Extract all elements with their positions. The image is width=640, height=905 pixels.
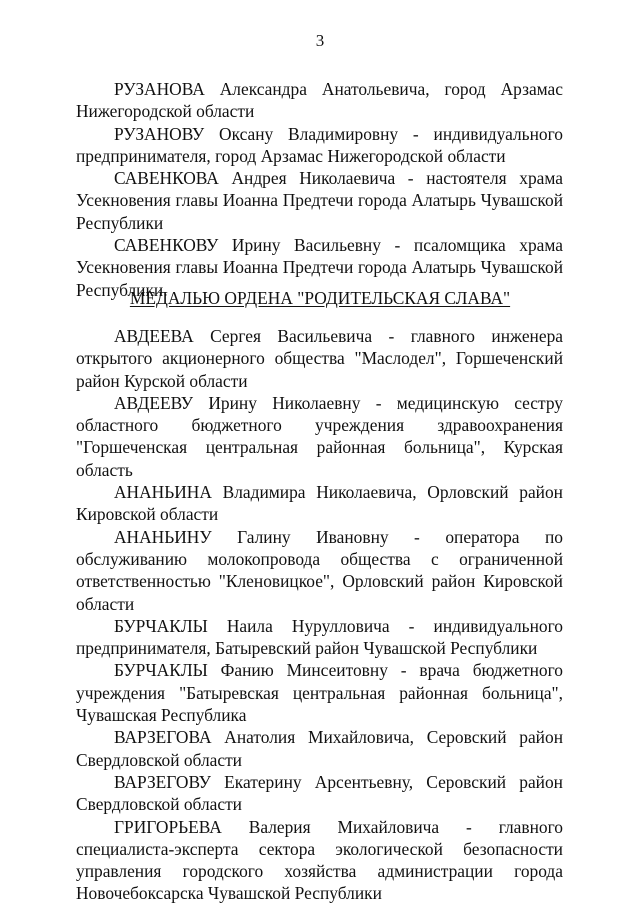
award-entry: РУЗАНОВУ Оксану Владимировну - индивидуального предпринимателя, город Арзамас Нижегородской области <box>76 123 563 166</box>
award-entry: БУРЧАКЛЫ Наила Нурулловича - индивидуального предпринимателя, Батыревский район Чувашской Республики <box>76 615 563 659</box>
award-entry: ГРИГОРЬЕВА Валерия Михайловича - главного специалиста-эксперта сектора экологической безопасности управления городского хозяйства администрации города Новочебоксарска Чувашской Республики <box>76 816 563 904</box>
award-entry: АНАНЬИНА Владимира Николаевича, Орловский район Кировской области <box>76 482 563 525</box>
award-list-top <box>76 78 563 301</box>
award-entry: ВАРЗЕГОВУ Екатерину Арсентьевну, Серовский район Свердловской области <box>76 771 563 815</box>
award-entry: БУРЧАКЛЫ Фанию Минсеитовну - врача бюджетного учреждения "Батыревская центральная районная больница", Чувашская Республика <box>76 660 563 726</box>
award-entry: ВАРЗЕГОВА Анатолия Михайловича, Серовский район Свердловской области <box>76 727 563 770</box>
award-entry: АВДЕЕВУ Ирину Николаевну - медицинскую сестру областного бюджетного учреждения здравоохранения "Горшеченская центральная районная больница", Курская область <box>76 392 563 480</box>
page-number: 3 <box>315 31 325 50</box>
award-entry: САВЕНКОВА Андрея Николаевича - настоятеля храма Усекновения главы Иоанна Предтечи города Алатырь Чувашской Республики <box>76 168 563 233</box>
award-entry: АНАНЬИНУ Галину Ивановну - оператора по обслуживанию молокопровода общества с ограниченной ответственностью "Кленовицкое", Орловский район Кировской области <box>76 526 563 614</box>
award-list-bottom <box>76 325 563 905</box>
award-entry: АВДЕЕВА Сергея Васильевича - главного инженера открытого акционерного общества "Маслодел", Горшеченский район Курской области <box>76 326 563 391</box>
section-heading: МЕДАЛЬЮ ОРДЕНА "РОДИТЕЛЬСКАЯ СЛАВА" <box>129 288 511 308</box>
award-entry: САВЕНКОВУ Ирину Васильевну - псаломщика храма Усекновения главы Иоанна Предтечи города Алатырь Чувашской Республики. <box>76 235 563 300</box>
award-entry: РУЗАНОВА Александра Анатольевича, город Арзамас Нижегородской области <box>76 79 563 122</box>
